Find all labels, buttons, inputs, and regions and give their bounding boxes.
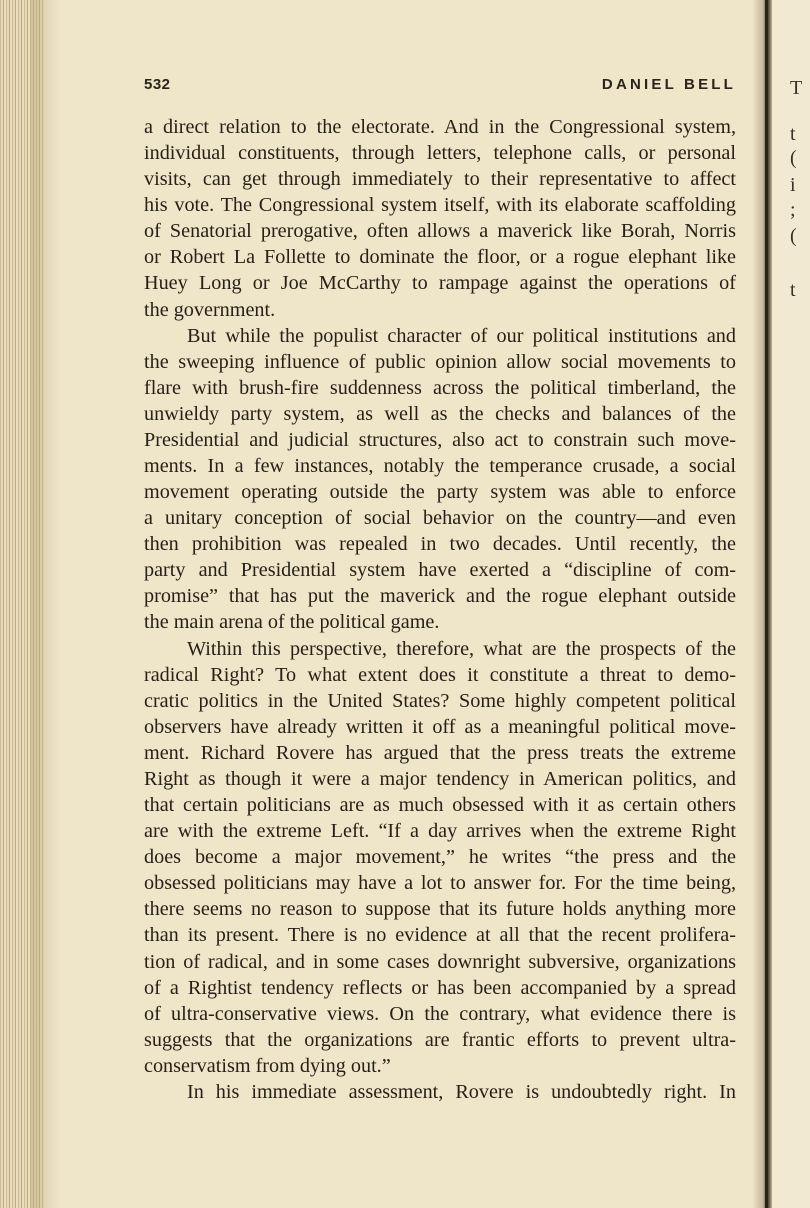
text-line: does become a major movement,” he writes “the press and the	[144, 846, 736, 869]
text-line: Presidential and judicial structures, also act to constrain such move-	[144, 428, 736, 451]
body-text	[144, 114, 736, 1105]
gutter-line	[765, 0, 768, 1208]
text-line: the government.	[144, 298, 276, 321]
running-head: DANIEL BELL	[601, 76, 736, 93]
facing-page-char: T	[790, 77, 803, 99]
text-line: of a Rightist tendency reflects or has been accompanied by a spread	[144, 976, 736, 999]
facing-page-char: ;	[790, 199, 796, 221]
text-line: the main arena of the political game.	[144, 611, 440, 634]
binding-shadow	[30, 0, 60, 1208]
text-line: of Senatorial prerogative, often allows a maverick like Borah, Norris	[144, 220, 736, 243]
text-line: flare with brush-fire suddenness across the political timberland, the	[144, 376, 736, 399]
facing-page-char: (	[790, 147, 797, 169]
text-line: that certain politicians are as much obsessed with it as certain others	[144, 794, 736, 817]
text-line: the sweeping influence of public opinion allow social movements to	[144, 350, 736, 373]
text-line: individual constituents, through letters, telephone calls, or personal	[144, 142, 736, 165]
text-line: cratic politics in the United States? Some highly competent political	[144, 689, 736, 712]
text-line: a direct relation to the electorate. And in the Congressional system,	[144, 116, 736, 138]
text-line: promise” that has put the maverick and the rogue elephant outside	[144, 585, 736, 608]
text-line: unwieldy party system, as well as the checks and balances of the	[144, 402, 736, 425]
facing-page-char: t	[790, 279, 796, 301]
text-line: then prohibition was repealed in two decades. Until recently, the	[144, 533, 736, 556]
text-line: radical Right? To what extent does it constitute a threat to demo-	[144, 663, 736, 686]
text-line: obsessed politicians may have a lot to answer for. For the time being,	[144, 872, 736, 895]
page-header	[144, 76, 736, 96]
text-line: his vote. The Congressional system itself, with its elaborate scaffolding	[144, 194, 736, 217]
text-line: Right as though it were a major tendency in American politics, and	[144, 767, 736, 790]
text-line: a unitary conception of social behavior on the country—and even	[144, 507, 736, 530]
text-line: ment. Richard Rovere has argued that the press treats the extreme	[144, 741, 736, 764]
facing-page-char: i	[790, 174, 796, 196]
text-line: But while the populist character of our political institutions and	[187, 324, 736, 347]
facing-page-char: (	[790, 225, 797, 247]
text-line: party and Presidential system have exerted a “discipline of com-	[144, 559, 736, 582]
text-line: or Robert La Follette to dominate the floor, or a rogue elephant like	[144, 246, 736, 269]
page-number: 532	[144, 76, 171, 93]
text-line: movement operating outside the party system was able to enforce	[144, 481, 736, 504]
text-line: Within this perspective, therefore, what are the prospects of the	[187, 637, 736, 660]
text-line: suggests that the organizations are frantic efforts to prevent ultra-	[144, 1028, 736, 1051]
text-line: observers have already written it off as a meaningful political move-	[144, 715, 736, 738]
text-line: of ultra-conservative views. On the contrary, what evidence there is	[144, 1002, 736, 1025]
text-line: than its present. There is no evidence at all that the recent prolifera-	[144, 924, 736, 947]
text-line: there seems no reason to suppose that its future holds anything more	[144, 898, 736, 921]
text-line: In his immediate assessment, Rovere is undoubtedly right. In	[187, 1080, 736, 1103]
text-line: ments. In a few instances, notably the temperance crusade, a social	[144, 455, 736, 478]
text-line: are with the extreme Left. “If a day arrives when the extreme Right	[144, 820, 736, 843]
gutter-shadow	[752, 0, 772, 1208]
text-line: conservatism from dying out.”	[144, 1054, 391, 1077]
text-line: visits, can get through immediately to their representative to affect	[144, 168, 736, 191]
text-line: tion of radical, and in some cases downright subversive, organizations	[144, 950, 736, 973]
facing-page-char: t	[790, 123, 796, 145]
text-line: Huey Long or Joe McCarthy to rampage against the operations of	[144, 272, 736, 295]
